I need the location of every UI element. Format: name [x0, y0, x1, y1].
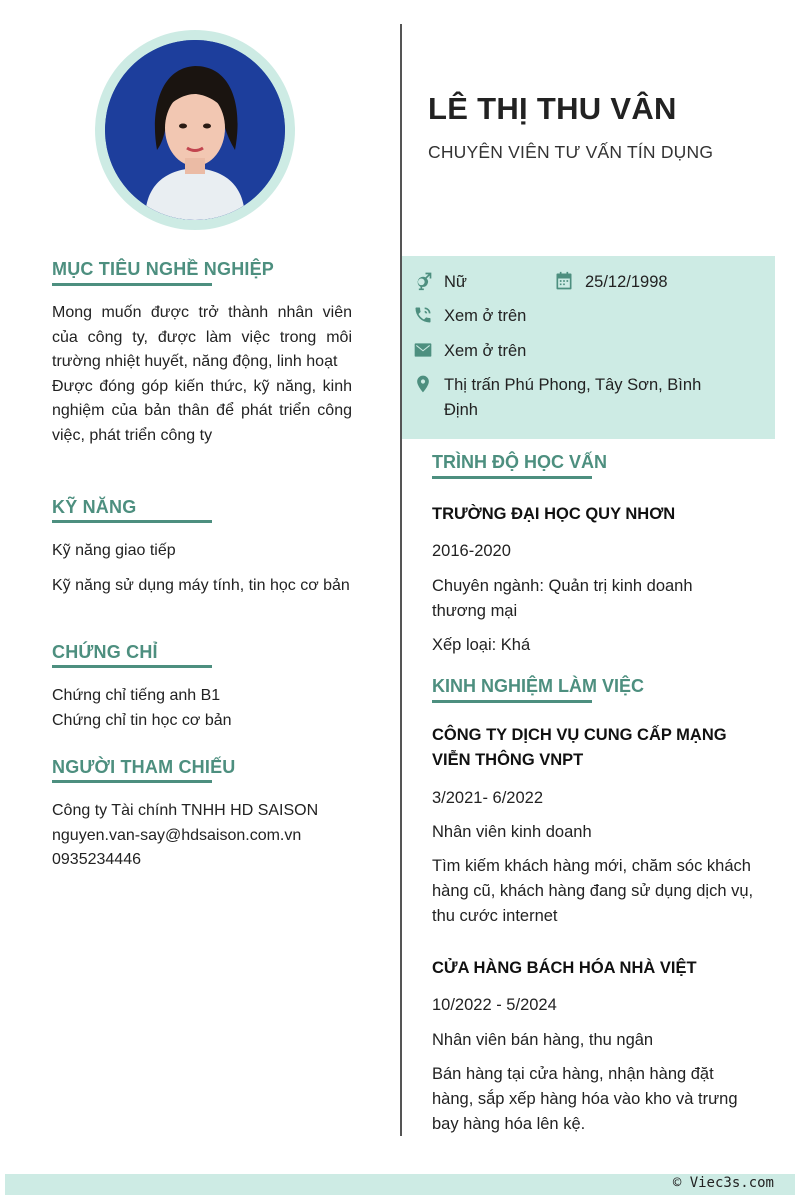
contact-birthday	[553, 270, 668, 295]
references-title: NGƯỜI THAM CHIẾU	[52, 757, 236, 777]
reference-company: Công ty Tài chính TNHH HD SAISON	[52, 802, 319, 819]
certificates-title: CHỨNG CHỈ	[52, 642, 158, 662]
education-major: Chuyên ngành: Quản trị kinh doanh thương mại	[432, 577, 693, 620]
experience-title: KINH NGHIỆM LÀM VIỆC	[432, 676, 645, 696]
job-description: Bán hàng tại cửa hàng, nhận hàng đặt hàng, sắp xếp hàng hóa vào kho và trưng bay hàng hóa lên kệ.	[432, 1065, 738, 1133]
objective-title: MỤC TIÊU NGHỀ NGHIỆP	[52, 259, 275, 279]
candidate-name: LÊ THỊ THU VÂN	[428, 91, 677, 126]
skill-item: Kỹ năng sử dụng máy tính, tin học cơ bản	[52, 576, 350, 594]
birthday-value: 25/12/1998	[585, 273, 668, 291]
objective-underline	[52, 283, 212, 286]
candidate-job-title: CHUYÊN VIÊN TƯ VẤN TÍN DỤNG	[428, 142, 714, 162]
references-list	[52, 799, 352, 873]
email-icon	[412, 339, 434, 361]
calendar-icon	[553, 270, 575, 292]
objective-text	[52, 301, 352, 448]
contact-gender	[412, 270, 467, 295]
avatar-photo	[105, 40, 285, 220]
education-underline	[432, 476, 592, 479]
reference-email: nguyen.van-say@hdsaison.com.vn	[52, 826, 302, 844]
certificate-item: Chứng chỉ tiếng anh B1	[52, 687, 221, 704]
contact-email	[412, 339, 526, 364]
reference-phone: 0935234446	[52, 851, 141, 868]
job-description: Tìm kiếm khách hàng mới, chăm sóc khách hàng cũ, khách hàng đang sử dụng dịch vụ, thu cước internet	[432, 857, 754, 925]
phone-value: Xem ở trên	[444, 307, 527, 325]
education-grade: Xếp loại: Khá	[432, 636, 531, 654]
skills-list	[52, 539, 352, 598]
gender-icon	[412, 270, 434, 292]
avatar-ring	[95, 30, 295, 230]
job-company: CÔNG TY DỊCH VỤ CUNG CẤP MẠNG VIỄN THÔNG VNPT	[432, 726, 727, 769]
education-school: TRƯỜNG ĐẠI HỌC QUY NHƠN	[432, 505, 676, 523]
job-company: CỬA HÀNG BÁCH HÓA NHÀ VIỆT	[432, 959, 697, 977]
address-value: Thị trấn Phú Phong, Tây Sơn, Bình Định	[444, 376, 702, 419]
job-period: 10/2022 - 5/2024	[432, 996, 557, 1014]
certificates-underline	[52, 665, 212, 668]
references-underline	[52, 780, 212, 783]
job-position: Nhân viên kinh doanh	[432, 823, 592, 841]
certificate-item: Chứng chỉ tin học cơ bản	[52, 711, 232, 729]
contact-address	[412, 373, 712, 422]
gender-value: Nữ	[444, 273, 467, 291]
job-period: 3/2021- 6/2022	[432, 789, 544, 807]
skill-item: Kỹ năng giao tiếp	[52, 542, 176, 559]
contact-phone	[412, 304, 526, 329]
skills-title: KỸ NĂNG	[52, 497, 137, 517]
footer-copyright: © Viec3s.com	[672, 1175, 774, 1191]
location-icon	[412, 373, 434, 395]
education-period: 2016-2020	[432, 542, 511, 560]
column-divider	[400, 24, 402, 1136]
certificates-list	[52, 684, 352, 733]
education-title: TRÌNH ĐỘ HỌC VẤN	[432, 452, 607, 472]
objective-paragraph: Được đóng góp kiến thức, kỹ năng, kinh nghiệm của bản thân để phát triển công việc, phát triển công ty	[52, 377, 352, 444]
avatar	[105, 40, 285, 220]
job-position: Nhân viên bán hàng, thu ngân	[432, 1031, 654, 1049]
experience-underline	[432, 700, 592, 703]
phone-icon	[412, 304, 434, 326]
email-value: Xem ở trên	[444, 342, 527, 360]
objective-paragraph: Mong muốn được trở thành nhân viên của công ty, được làm việc trong môi trường nhiệt huyết, năng động, linh hoạt	[52, 304, 352, 370]
contact-box	[402, 256, 775, 439]
skills-underline	[52, 520, 212, 523]
